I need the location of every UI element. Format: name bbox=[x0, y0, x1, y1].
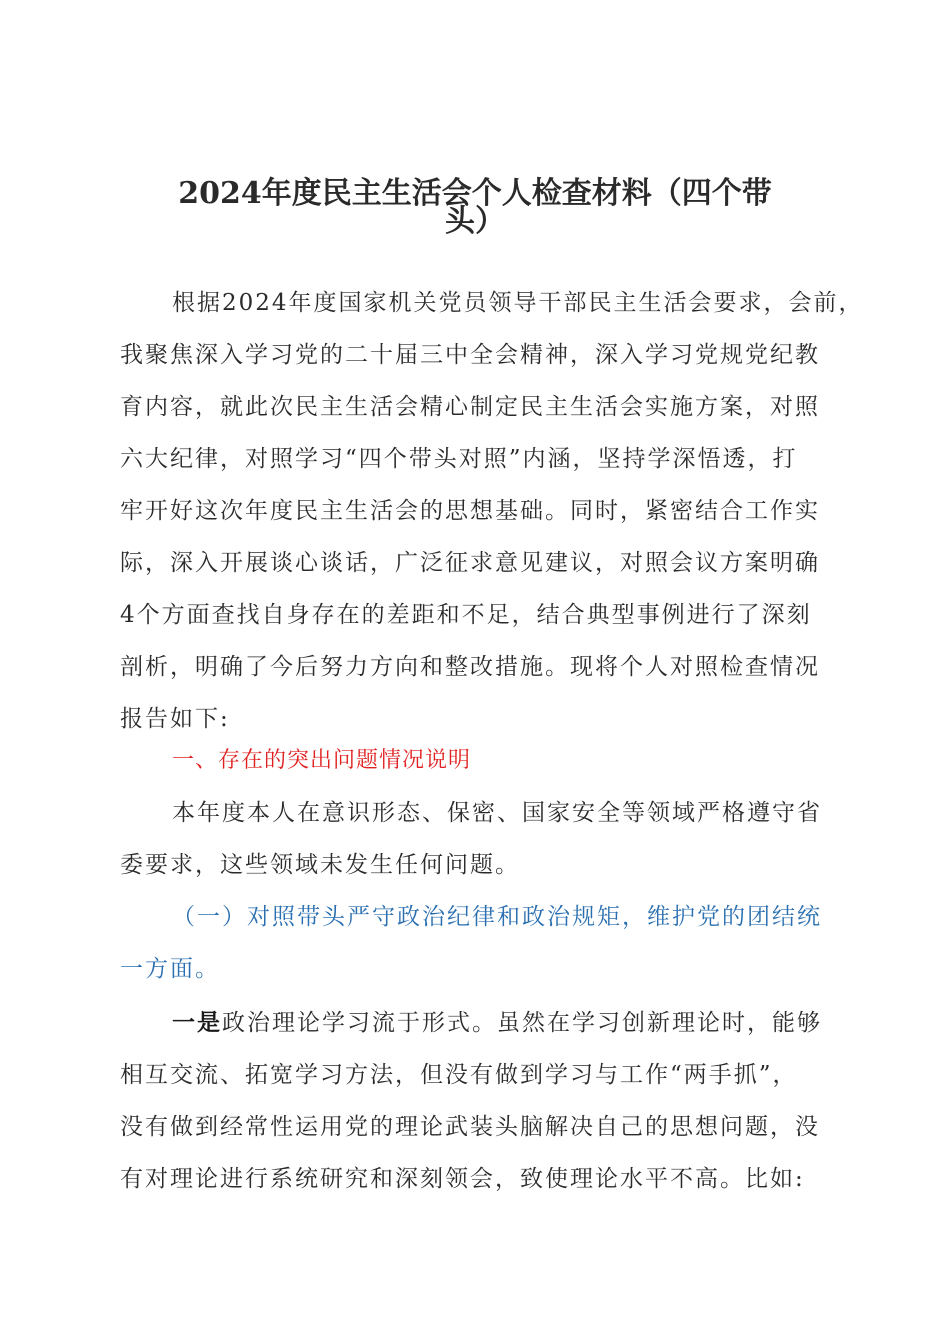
intro-line-3: 育内容，就此次民主生活会精心制定民主生活会实施方案，对照 bbox=[120, 394, 820, 420]
section-1-line-2: 委要求，这些领域未发生任何问题。 bbox=[120, 852, 520, 878]
subsection-1-heading-line-1: （一）对照带头严守政治纪律和政治规矩，维护党的团结统 bbox=[172, 904, 822, 930]
document-title-line-1: 2024年度民主生活会个人检查材料（四个带 bbox=[178, 176, 772, 211]
intro-line-2: 我聚焦深入学习党的二十届三中全会精神，深入学习党规党纪教 bbox=[120, 342, 820, 368]
intro-line-6: 际，深入开展谈心谈话，广泛征求意见建议，对照会议方案明确 bbox=[120, 550, 820, 576]
section-1-heading: 一、存在的突出问题情况说明 bbox=[172, 748, 472, 773]
intro-line-9: 报告如下: bbox=[120, 706, 230, 732]
intro-line-1: 根据2024年度国家机关党员领导干部民主生活会要求，会前， bbox=[172, 290, 864, 316]
point-1-line-2: 相互交流、拓宽学习方法，但没有做到学习与工作“两手抓”， bbox=[120, 1062, 798, 1088]
point-1-line-3: 没有做到经常性运用党的理论武装头脑解决自己的思想问题，没 bbox=[120, 1114, 820, 1140]
intro-line-5: 牢开好这次年度民主生活会的思想基础。同时，紧密结合工作实 bbox=[120, 498, 820, 524]
document-title-line-2: 头） bbox=[445, 204, 505, 239]
intro-line-7: 4个方面查找自身存在的差距和不足，结合典型事例进行了深刻 bbox=[120, 602, 812, 628]
intro-line-4: 六大纪律，对照学习“四个带头对照”内涵，坚持学深悟透，打 bbox=[120, 446, 798, 472]
section-1-line-1: 本年度本人在意识形态、保密、国家安全等领域严格遵守省 bbox=[172, 800, 822, 826]
point-1-lead: 一是 bbox=[172, 1009, 222, 1036]
point-1-line-1-text: 政治理论学习流于形式。虽然在学习创新理论时，能够 bbox=[222, 1010, 822, 1036]
subsection-1-heading-line-2: 一方面。 bbox=[120, 956, 220, 982]
point-1-line-1 bbox=[172, 1008, 822, 1038]
intro-line-8: 剖析，明确了今后努力方向和整改措施。现将个人对照检查情况 bbox=[120, 654, 820, 680]
point-1-line-4: 有对理论进行系统研究和深刻领会，致使理论水平不高。比如: bbox=[120, 1166, 805, 1192]
